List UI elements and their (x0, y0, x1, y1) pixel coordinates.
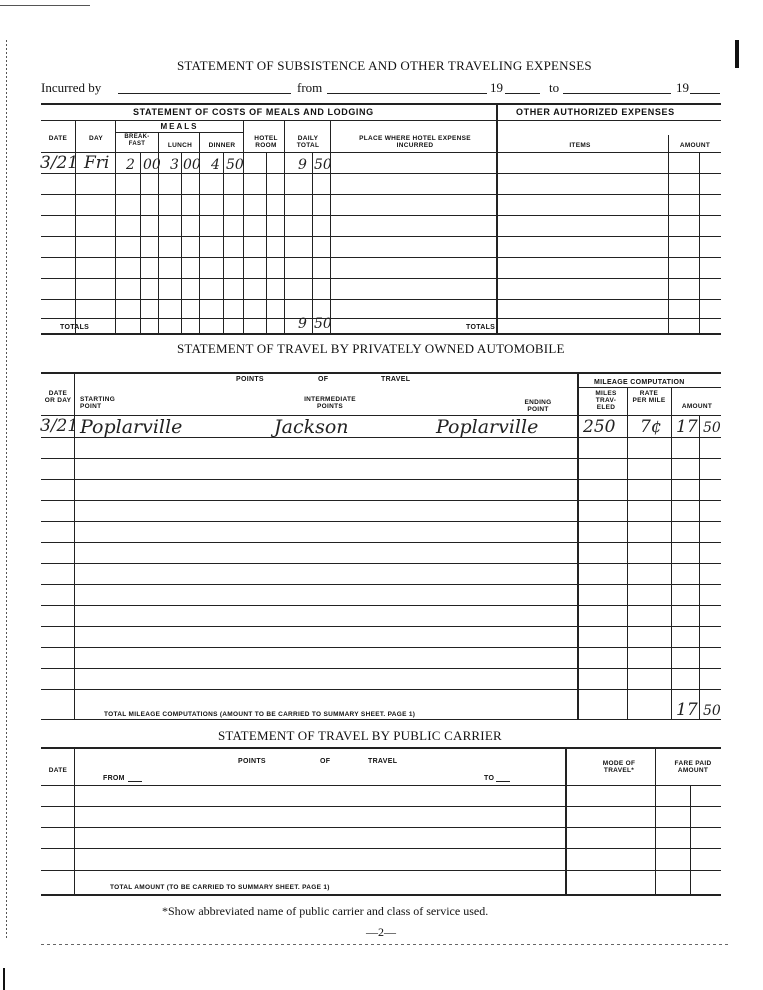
meals-row1-total-dollars[interactable]: 9 (298, 157, 307, 173)
meals-col-breakfast: BREAK-FAST (124, 134, 150, 147)
carrier-of-label: OF (320, 758, 331, 765)
meals-bottom-border (41, 333, 721, 335)
auto-row-line (41, 605, 721, 606)
carrier-col-from: FROM (103, 775, 125, 782)
meals-col-day: DAY (88, 135, 104, 142)
meals-row-line (41, 257, 721, 258)
to-label: to (549, 80, 560, 95)
auto-col-ending: ENDING POINT (524, 399, 552, 413)
form-title: STATEMENT OF SUBSISTENCE AND OTHER TRAVELING EXPENSES (177, 58, 592, 73)
meals-col-meals: MEALS (160, 122, 199, 131)
other-col-items: ITEMS (569, 142, 591, 149)
meals-header-bottom (41, 152, 721, 153)
auto-points-label: POINTS (236, 376, 264, 383)
auto-row-line (41, 689, 721, 690)
meals-row1-breakfast-dollars[interactable]: 2 (126, 157, 135, 173)
meals-vline (140, 152, 141, 333)
meals-row1-total-cents[interactable]: 50 (314, 157, 332, 173)
meals-row-line (41, 236, 721, 237)
meals-totals-label: TOTALS (60, 324, 90, 331)
carrier-travel-label: TRAVEL (368, 758, 398, 765)
incurred-by-field[interactable] (118, 93, 291, 94)
auto-row-line (41, 647, 721, 648)
auto-col-starting: STARTING POINT (80, 396, 116, 410)
auto-total-cents[interactable]: 50 (703, 703, 721, 719)
left-binding-edge (6, 40, 7, 940)
auto-total-dollars[interactable]: 17 (676, 700, 698, 720)
carrier-col-to: TO (484, 775, 495, 782)
auto-row1-date[interactable]: 3/21 (40, 416, 79, 436)
meals-row-line (41, 173, 721, 174)
meals-subheader-rule (116, 132, 243, 133)
carrier-col-fare: FARE PAID AMOUNT (674, 760, 712, 774)
meals-row1-lunch-cents[interactable]: 00 (183, 157, 201, 173)
carrier-to-underline (496, 781, 510, 782)
auto-row-line (41, 479, 721, 480)
carrier-top-border (41, 747, 721, 749)
other-totals-label: TOTALS (466, 324, 496, 331)
meals-vline (266, 152, 267, 333)
meals-row-line (41, 215, 721, 216)
meals-col-daily-total: DAILY TOTAL (296, 135, 320, 149)
right-edge-mark (735, 40, 739, 68)
to-field[interactable] (563, 93, 671, 94)
meals-totals-dollars[interactable]: 9 (298, 316, 307, 332)
incurred-by-label: Incurred by (41, 80, 102, 95)
auto-col-intermediate: INTERMEDIATE POINTS (304, 396, 356, 410)
meals-vline (699, 152, 700, 333)
auto-row-line (41, 500, 721, 501)
auto-row1-miles[interactable]: 250 (583, 417, 616, 437)
carrier-points-label: POINTS (238, 758, 266, 765)
auto-of-label: OF (318, 376, 329, 383)
meals-section-title: STATEMENT OF COSTS OF MEALS AND LODGING (133, 107, 374, 117)
meals-col-lunch: LUNCH (167, 142, 193, 149)
other-col-amount: AMOUNT (679, 142, 711, 149)
auto-mileage-computation: MILEAGE COMPUTATION (594, 379, 685, 386)
other-expenses-title: OTHER AUTHORIZED EXPENSES (516, 107, 675, 117)
auto-row-line (41, 584, 721, 585)
meals-vline (223, 152, 224, 333)
top-edge (0, 5, 90, 6)
meals-row-line (41, 194, 721, 195)
auto-travel-label: TRAVEL (381, 376, 411, 383)
year-from-field[interactable] (505, 93, 540, 94)
meals-totals-cents[interactable]: 50 (314, 316, 332, 332)
auto-row-line (41, 542, 721, 543)
auto-row-line (41, 626, 721, 627)
carrier-bottom-border (41, 894, 721, 896)
auto-row-line (41, 563, 721, 564)
auto-row-line (41, 719, 721, 720)
carrier-col-mode: MODE OF TRAVEL* (602, 760, 636, 774)
meals-vline (312, 152, 313, 333)
auto-vline (577, 372, 579, 719)
meals-vline (243, 120, 244, 333)
meals-vline (284, 120, 285, 333)
carrier-total-label: TOTAL AMOUNT (TO BE CARRIED TO SUMMARY SHEET. PAGE 1) (110, 884, 330, 891)
meals-col-hotel-room: HOTEL ROOM (254, 135, 278, 149)
carrier-vline (690, 785, 691, 895)
auto-row1-rate[interactable]: 7¢ (640, 417, 662, 437)
carrier-vline (655, 747, 656, 895)
meals-col-dinner: DINNER (208, 142, 236, 149)
auto-row1-amount-cents[interactable]: 50 (703, 420, 721, 436)
meals-vline (668, 135, 669, 333)
meals-vline (115, 120, 116, 333)
carrier-header-bottom (41, 785, 721, 786)
carrier-vline (565, 747, 567, 895)
auto-row1-intermediate[interactable]: Jackson (274, 416, 349, 438)
auto-col-miles: MILES TRAV-ELED (595, 390, 617, 411)
auto-row1-ending[interactable]: Poplarville (436, 416, 539, 438)
auto-total-label: TOTAL MILEAGE COMPUTATIONS (AMOUNT TO BE CARRIED TO SUMMARY SHEET. PAGE 1) (104, 711, 416, 718)
auto-col-amount: AMOUNT (681, 403, 713, 410)
carrier-from-underline (128, 781, 142, 782)
meals-row1-dinner-cents[interactable]: 50 (226, 157, 244, 173)
meals-vline (181, 152, 182, 333)
auto-top-border (41, 372, 721, 374)
year-to-label: 19 (676, 80, 689, 95)
year-to-field[interactable] (690, 93, 720, 94)
meals-row-line (41, 318, 721, 319)
auto-col-rate: RATE PER MILE (632, 390, 666, 404)
meals-row1-breakfast-cents[interactable]: 00 (143, 157, 161, 173)
auto-section-title: STATEMENT OF TRAVEL BY PRIVATELY OWNED AUTOMOBILE (177, 341, 565, 356)
meals-row-line (41, 299, 721, 300)
carrier-row-line (41, 848, 721, 849)
auto-mileage-rule (577, 387, 721, 388)
carrier-section-title: STATEMENT OF TRAVEL BY PUBLIC CARRIER (218, 728, 502, 743)
auto-col-date: DATE OR DAY (44, 390, 72, 404)
meals-row1-lunch-dollars[interactable]: 3 (170, 157, 179, 173)
auto-vline (699, 415, 700, 719)
meals-row1-day[interactable]: Fri (84, 153, 110, 173)
meals-row1-date[interactable]: 3/21 (40, 153, 79, 173)
meals-row-line (41, 278, 721, 279)
auto-row-line (41, 458, 721, 459)
bottom-left-mark (3, 968, 5, 990)
auto-row1-amount-dollars[interactable]: 17 (676, 417, 698, 437)
meals-header-rule (41, 120, 721, 121)
carrier-col-date: DATE (48, 767, 68, 774)
footer-note: *Show abbreviated name of public carrier and class of service used. (162, 904, 489, 918)
carrier-row-line (41, 827, 721, 828)
meals-row1-dinner-dollars[interactable]: 4 (211, 157, 220, 173)
meals-top-border (41, 103, 721, 105)
meals-col-place: PLACE WHERE HOTEL EXPENSE INCURRED (359, 135, 471, 149)
from-field[interactable] (327, 93, 487, 94)
carrier-vline (74, 747, 75, 895)
carrier-row-line (41, 806, 721, 807)
page-bottom-dashed-rule (41, 944, 731, 945)
auto-row-line (41, 521, 721, 522)
auto-row-line (41, 668, 721, 669)
meals-col-date: DATE (48, 135, 68, 142)
meals-vline (330, 120, 331, 333)
page-number: —2— (366, 925, 396, 939)
from-label: from (297, 80, 323, 95)
auto-row1-starting[interactable]: Poplarville (80, 416, 183, 438)
carrier-row-line (41, 870, 721, 871)
meals-vline (75, 120, 76, 333)
year-from-label: 19 (490, 80, 503, 95)
